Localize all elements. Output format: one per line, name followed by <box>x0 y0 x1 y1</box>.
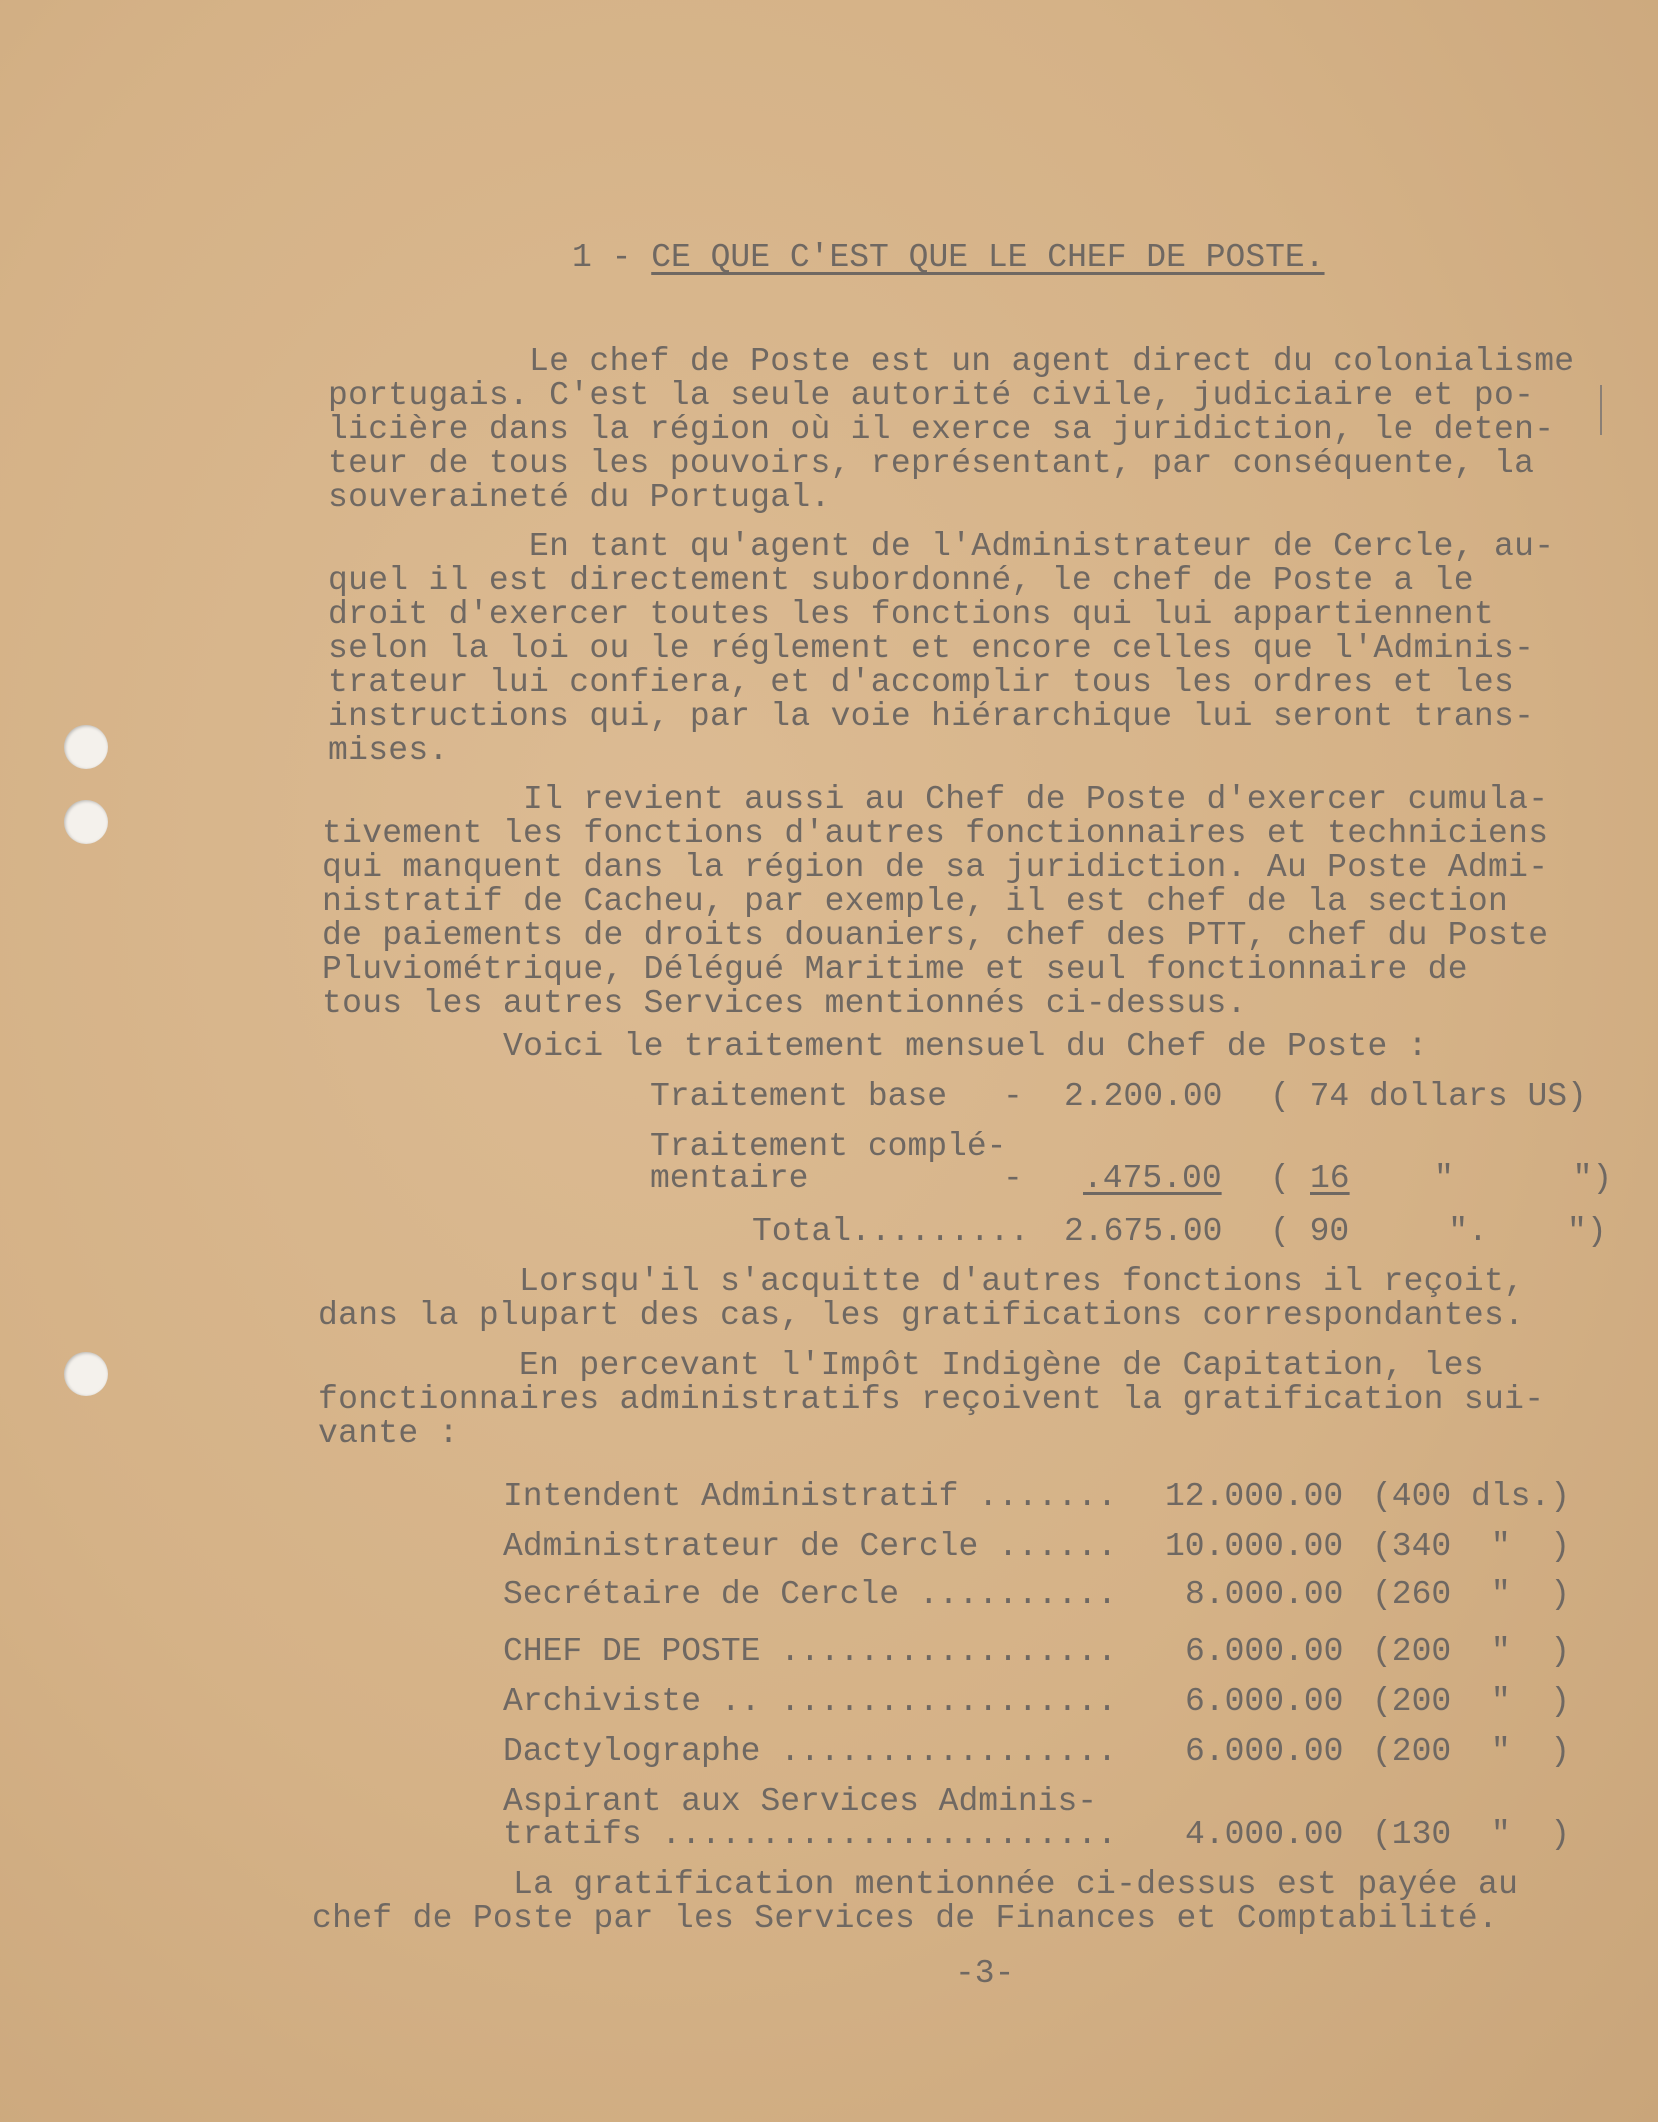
text-line: Pluviométrique, Délégué Maritime et seul fonctionnaire de <box>322 951 1468 988</box>
text-line: nistratif de Cacheu, par exemple, il est chef de la section <box>322 883 1509 920</box>
gratification-label: Dactylographe ................. <box>503 1733 1117 1770</box>
text-line: En tant qu'agent de l'Administrateur de Cercle, au- <box>328 528 1555 565</box>
gratification-amount: 6.000.00 <box>1185 1733 1344 1770</box>
text-line: souveraineté du Portugal. <box>328 479 831 516</box>
text-line: mises. <box>328 732 449 769</box>
text-line: portugais. C'est la seule autorité civile, judiciaire et po- <box>328 377 1535 414</box>
gratification-usd: (130 " ) <box>1372 1816 1571 1853</box>
gratification-label: Aspirant aux Services Adminis- <box>503 1783 1098 1820</box>
text-line: trateur lui confiera, et d'accomplir tous les ordres et les <box>328 664 1515 701</box>
section-heading: CE QUE C'EST QUE LE CHEF DE POSTE. <box>651 239 1325 276</box>
salary-comp-label-cont: mentaire <box>650 1160 809 1197</box>
text-line: La gratification mentionnée ci-dessus est payée au <box>312 1866 1519 1903</box>
text-line: droit d'exercer toutes les fonctions qui lui appartiennent <box>328 596 1494 633</box>
text-line: vante : <box>318 1415 459 1452</box>
gratification-amount: 4.000.00 <box>1185 1816 1344 1853</box>
text-line: Lorsqu'il s'acquitte d'autres fonctions il reçoit, <box>318 1263 1525 1300</box>
gratification-label: Intendent Administratif ....... <box>503 1478 1117 1515</box>
gratification-usd: (340 " ) <box>1372 1528 1571 1565</box>
gratification-usd: (200 " ) <box>1372 1683 1571 1720</box>
gratification-usd: (200 " ) <box>1372 1633 1571 1670</box>
salary-comp-usd-rest: " ") <box>1434 1160 1613 1197</box>
salary-base-amount: 2.200.00 <box>1064 1078 1223 1115</box>
gratification-amount: 10.000.00 <box>1165 1528 1344 1565</box>
section-number: 1 - <box>572 239 652 276</box>
gratification-amount: 8.000.00 <box>1185 1576 1344 1613</box>
salary-comp-dash: - <box>1003 1160 1023 1197</box>
text-line: Le chef de Poste est un agent direct du colonialisme <box>328 343 1575 380</box>
text-line: Il revient aussi au Chef de Poste d'exercer cumula- <box>322 781 1549 818</box>
text-line: qui manquent dans la région de sa juridiction. Au Poste Admi- <box>322 849 1549 886</box>
salary-comp-label: Traitement complé- <box>650 1128 1007 1165</box>
text-line: dans la plupart des cas, les gratifications correspondantes. <box>318 1297 1525 1334</box>
salary-total-label: Total......... <box>752 1213 1030 1250</box>
salary-base-usd: ( 74 dollars US) <box>1270 1078 1587 1115</box>
punch-hole <box>64 800 108 844</box>
text-line: instructions qui, par la voie hiérarchique lui seront trans- <box>328 698 1535 735</box>
salary-comp-usd-open: ( <box>1270 1160 1290 1197</box>
salary-base-label: Traitement base <box>650 1078 948 1115</box>
salary-comp-usd-num: 16 <box>1310 1160 1350 1197</box>
salary-comp-amount: .475.00 <box>1083 1160 1222 1197</box>
text-line: fonctionnaires administratifs reçoivent la gratification sui- <box>318 1381 1545 1418</box>
gratification-amount: 6.000.00 <box>1185 1633 1344 1670</box>
gratification-label-cont: tratifs ....................... <box>503 1816 1117 1853</box>
text-line: licière dans la région où il exerce sa juridiction, le deten- <box>328 411 1555 448</box>
gratification-label: CHEF DE POSTE ................. <box>503 1633 1117 1670</box>
salary-base-dash: - <box>1003 1078 1023 1115</box>
salary-total-usd: ( 90 ". ") <box>1270 1213 1607 1250</box>
text-line: teur de tous les pouvoirs, représentant, par conséquente, la <box>328 445 1535 482</box>
text-line: quel il est directement subordonné, le chef de Poste a le <box>328 562 1474 599</box>
salary-total-amount: 2.675.00 <box>1064 1213 1223 1250</box>
gratification-usd: (200 " ) <box>1372 1733 1571 1770</box>
gratification-usd: (260 " ) <box>1372 1576 1571 1613</box>
punch-hole <box>64 725 108 769</box>
text-line: selon la loi ou le réglement et encore celles que l'Adminis- <box>328 630 1535 667</box>
section-title <box>572 238 1325 278</box>
gratification-label: Administrateur de Cercle ...... <box>503 1528 1117 1565</box>
text-line: En percevant l'Impôt Indigène de Capitation, les <box>318 1347 1484 1384</box>
margin-mark <box>1600 385 1602 435</box>
gratification-label: Secrétaire de Cercle .......... <box>503 1576 1117 1613</box>
gratification-amount: 12.000.00 <box>1165 1478 1344 1515</box>
gratification-label: Archiviste .. ................. <box>503 1683 1117 1720</box>
gratification-amount: 6.000.00 <box>1185 1683 1344 1720</box>
gratification-usd: (400 dls.) <box>1372 1478 1571 1515</box>
text-line: tous les autres Services mentionnés ci-dessus. <box>322 985 1247 1022</box>
punch-hole <box>64 1352 108 1396</box>
salary-intro: Voici le traitement mensuel du Chef de Poste : <box>503 1028 1428 1065</box>
text-line: chef de Poste par les Services de Finances et Comptabilité. <box>312 1900 1499 1937</box>
text-line: de paiements de droits douaniers, chef des PTT, chef du Poste <box>322 917 1549 954</box>
page-number: -3- <box>955 1955 1015 1992</box>
text-line: tivement les fonctions d'autres fonctionnaires et techniciens <box>322 815 1549 852</box>
